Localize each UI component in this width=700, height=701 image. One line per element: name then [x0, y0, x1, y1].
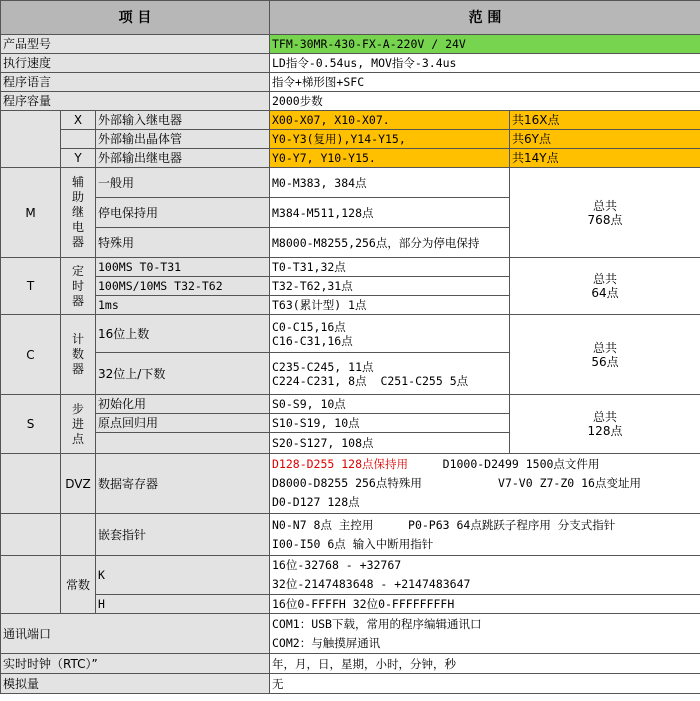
product-model-value: TFM-30MR-430-FX-A-220V / 24V	[270, 35, 700, 54]
table-row	[1, 111, 700, 130]
exec-speed-label: 执行速度	[1, 54, 270, 73]
table-row	[1, 556, 700, 595]
program-capacity-label: 程序容量	[1, 92, 270, 111]
s-label: 原点回归用	[96, 414, 270, 433]
c-code: C	[1, 315, 61, 395]
io-range: X00-X07, X10-X07.	[270, 111, 510, 130]
t-code: T	[1, 258, 61, 315]
io-total: 共14Y点	[510, 149, 700, 168]
io-total: 共16X点	[510, 111, 700, 130]
const-group-blank	[1, 556, 61, 614]
const-h-label: H	[96, 595, 270, 614]
table-row	[1, 395, 700, 414]
comm-range: COM1：USB下载，常用的程序编辑通讯口 COM2：与触摸屏通讯	[270, 614, 700, 654]
program-language-value: 指令+梯形图+SFC	[270, 73, 700, 92]
c-total: 总共 56点	[510, 315, 700, 395]
m-label: 停电保持用	[96, 198, 270, 228]
table-row	[1, 454, 700, 514]
table-row	[1, 614, 700, 654]
table-row	[1, 35, 700, 54]
io-label: 外部输入继电器	[96, 111, 270, 130]
d-code: DVZ	[61, 454, 96, 514]
m-range: M8000-M8255,256点，部分为停电保持	[270, 228, 510, 258]
header-range: 范 围	[270, 1, 700, 35]
t-label: 100MS/10MS T32-T62	[96, 277, 270, 296]
table-row	[1, 315, 700, 353]
c-name: 计数器	[61, 315, 96, 395]
table-row	[1, 258, 700, 277]
m-total: 总共 768点	[510, 168, 700, 258]
nest-range: N0-N7 8点 主控用 P0-P63 64点跳跃子程序用 分支式指针 I00-I50 6点 输入中断用指针	[270, 514, 700, 556]
t-name: 定时器	[61, 258, 96, 315]
table-row	[1, 73, 700, 92]
s-code: S	[1, 395, 61, 454]
comm-label: 通讯端口	[1, 614, 270, 654]
nest-label: 嵌套指针	[96, 514, 270, 556]
const-h-range: 16位0-FFFFH 32位0-FFFFFFFFH	[270, 595, 700, 614]
rtc-label: 实时时钟（RTC）”	[1, 654, 270, 674]
m-name: 辅助继电器	[61, 168, 96, 258]
header-item: 项 目	[1, 1, 270, 35]
s-name: 步进点	[61, 395, 96, 454]
t-total: 总共 64点	[510, 258, 700, 315]
table-row	[1, 130, 700, 149]
io-code-y: Y	[61, 149, 96, 168]
io-label: 外部输出晶体管	[96, 130, 270, 149]
header-row	[1, 1, 700, 35]
program-language-label: 程序语言	[1, 73, 270, 92]
d-group-blank	[1, 454, 61, 514]
m-label: 一般用	[96, 168, 270, 198]
s-total: 总共 128点	[510, 395, 700, 454]
io-total: 共6Y点	[510, 130, 700, 149]
io-group-blank	[1, 111, 61, 168]
io-code-blank	[61, 130, 96, 149]
c-label: 16位上数	[96, 315, 270, 353]
exec-speed-value: LD指令-0.54us, MOV指令-3.4us	[270, 54, 700, 73]
table-row	[1, 54, 700, 73]
table-row	[1, 92, 700, 111]
t-label: 1ms	[96, 296, 270, 315]
rtc-value: 年，月，日，星期，小时，分钟，秒	[270, 654, 700, 674]
table-row	[1, 149, 700, 168]
m-range: M0-M383, 384点	[270, 168, 510, 198]
t-range: T63(累计型) 1点	[270, 296, 510, 315]
t-range: T0-T31,32点	[270, 258, 510, 277]
m-code: M	[1, 168, 61, 258]
io-range: Y0-Y3(复用),Y14-Y15,	[270, 130, 510, 149]
d-retain-range: D128-D255 128点保持用	[272, 457, 409, 471]
d-range: D128-D255 128点保持用 D1000-D2499 1500点文件用 D8000-D8255 256点特殊用 V7-V0 Z7-Z0 16点变址用 D0-D127 128点	[270, 454, 700, 514]
nest-code-blank	[61, 514, 96, 556]
const-k-label: K	[96, 556, 270, 595]
s-label	[96, 433, 270, 454]
c-range: C0-C15,16点 C16-C31,16点	[270, 315, 510, 353]
nest-group-blank	[1, 514, 61, 556]
program-capacity-value: 2000步数	[270, 92, 700, 111]
m-label: 特殊用	[96, 228, 270, 258]
s-range: S10-S19, 10点	[270, 414, 510, 433]
d-label: 数据寄存器	[96, 454, 270, 514]
s-label: 初始化用	[96, 395, 270, 414]
c-label: 32位上/下数	[96, 353, 270, 395]
m-range: M384-M511,128点	[270, 198, 510, 228]
product-model-label: 产品型号	[1, 35, 270, 54]
table-row	[1, 595, 700, 614]
analog-label: 模拟量	[1, 674, 270, 694]
table-row	[1, 514, 700, 556]
table-row	[1, 674, 700, 694]
s-range: S20-S127, 108点	[270, 433, 510, 454]
s-range: S0-S9, 10点	[270, 395, 510, 414]
c-range: C235-C245, 11点 C224-C231, 8点 C251-C255 5点	[270, 353, 510, 395]
io-code-x: X	[61, 111, 96, 130]
io-range: Y0-Y7, Y10-Y15.	[270, 149, 510, 168]
table-row	[1, 654, 700, 674]
const-k-range: 16位-32768 - +32767 32位-2147483648 - +2147483647	[270, 556, 700, 595]
io-label: 外部输出继电器	[96, 149, 270, 168]
analog-value: 无	[270, 674, 700, 694]
const-label: 常数	[61, 556, 96, 614]
table-row	[1, 168, 700, 198]
t-label: 100MS T0-T31	[96, 258, 270, 277]
t-range: T32-T62,31点	[270, 277, 510, 296]
